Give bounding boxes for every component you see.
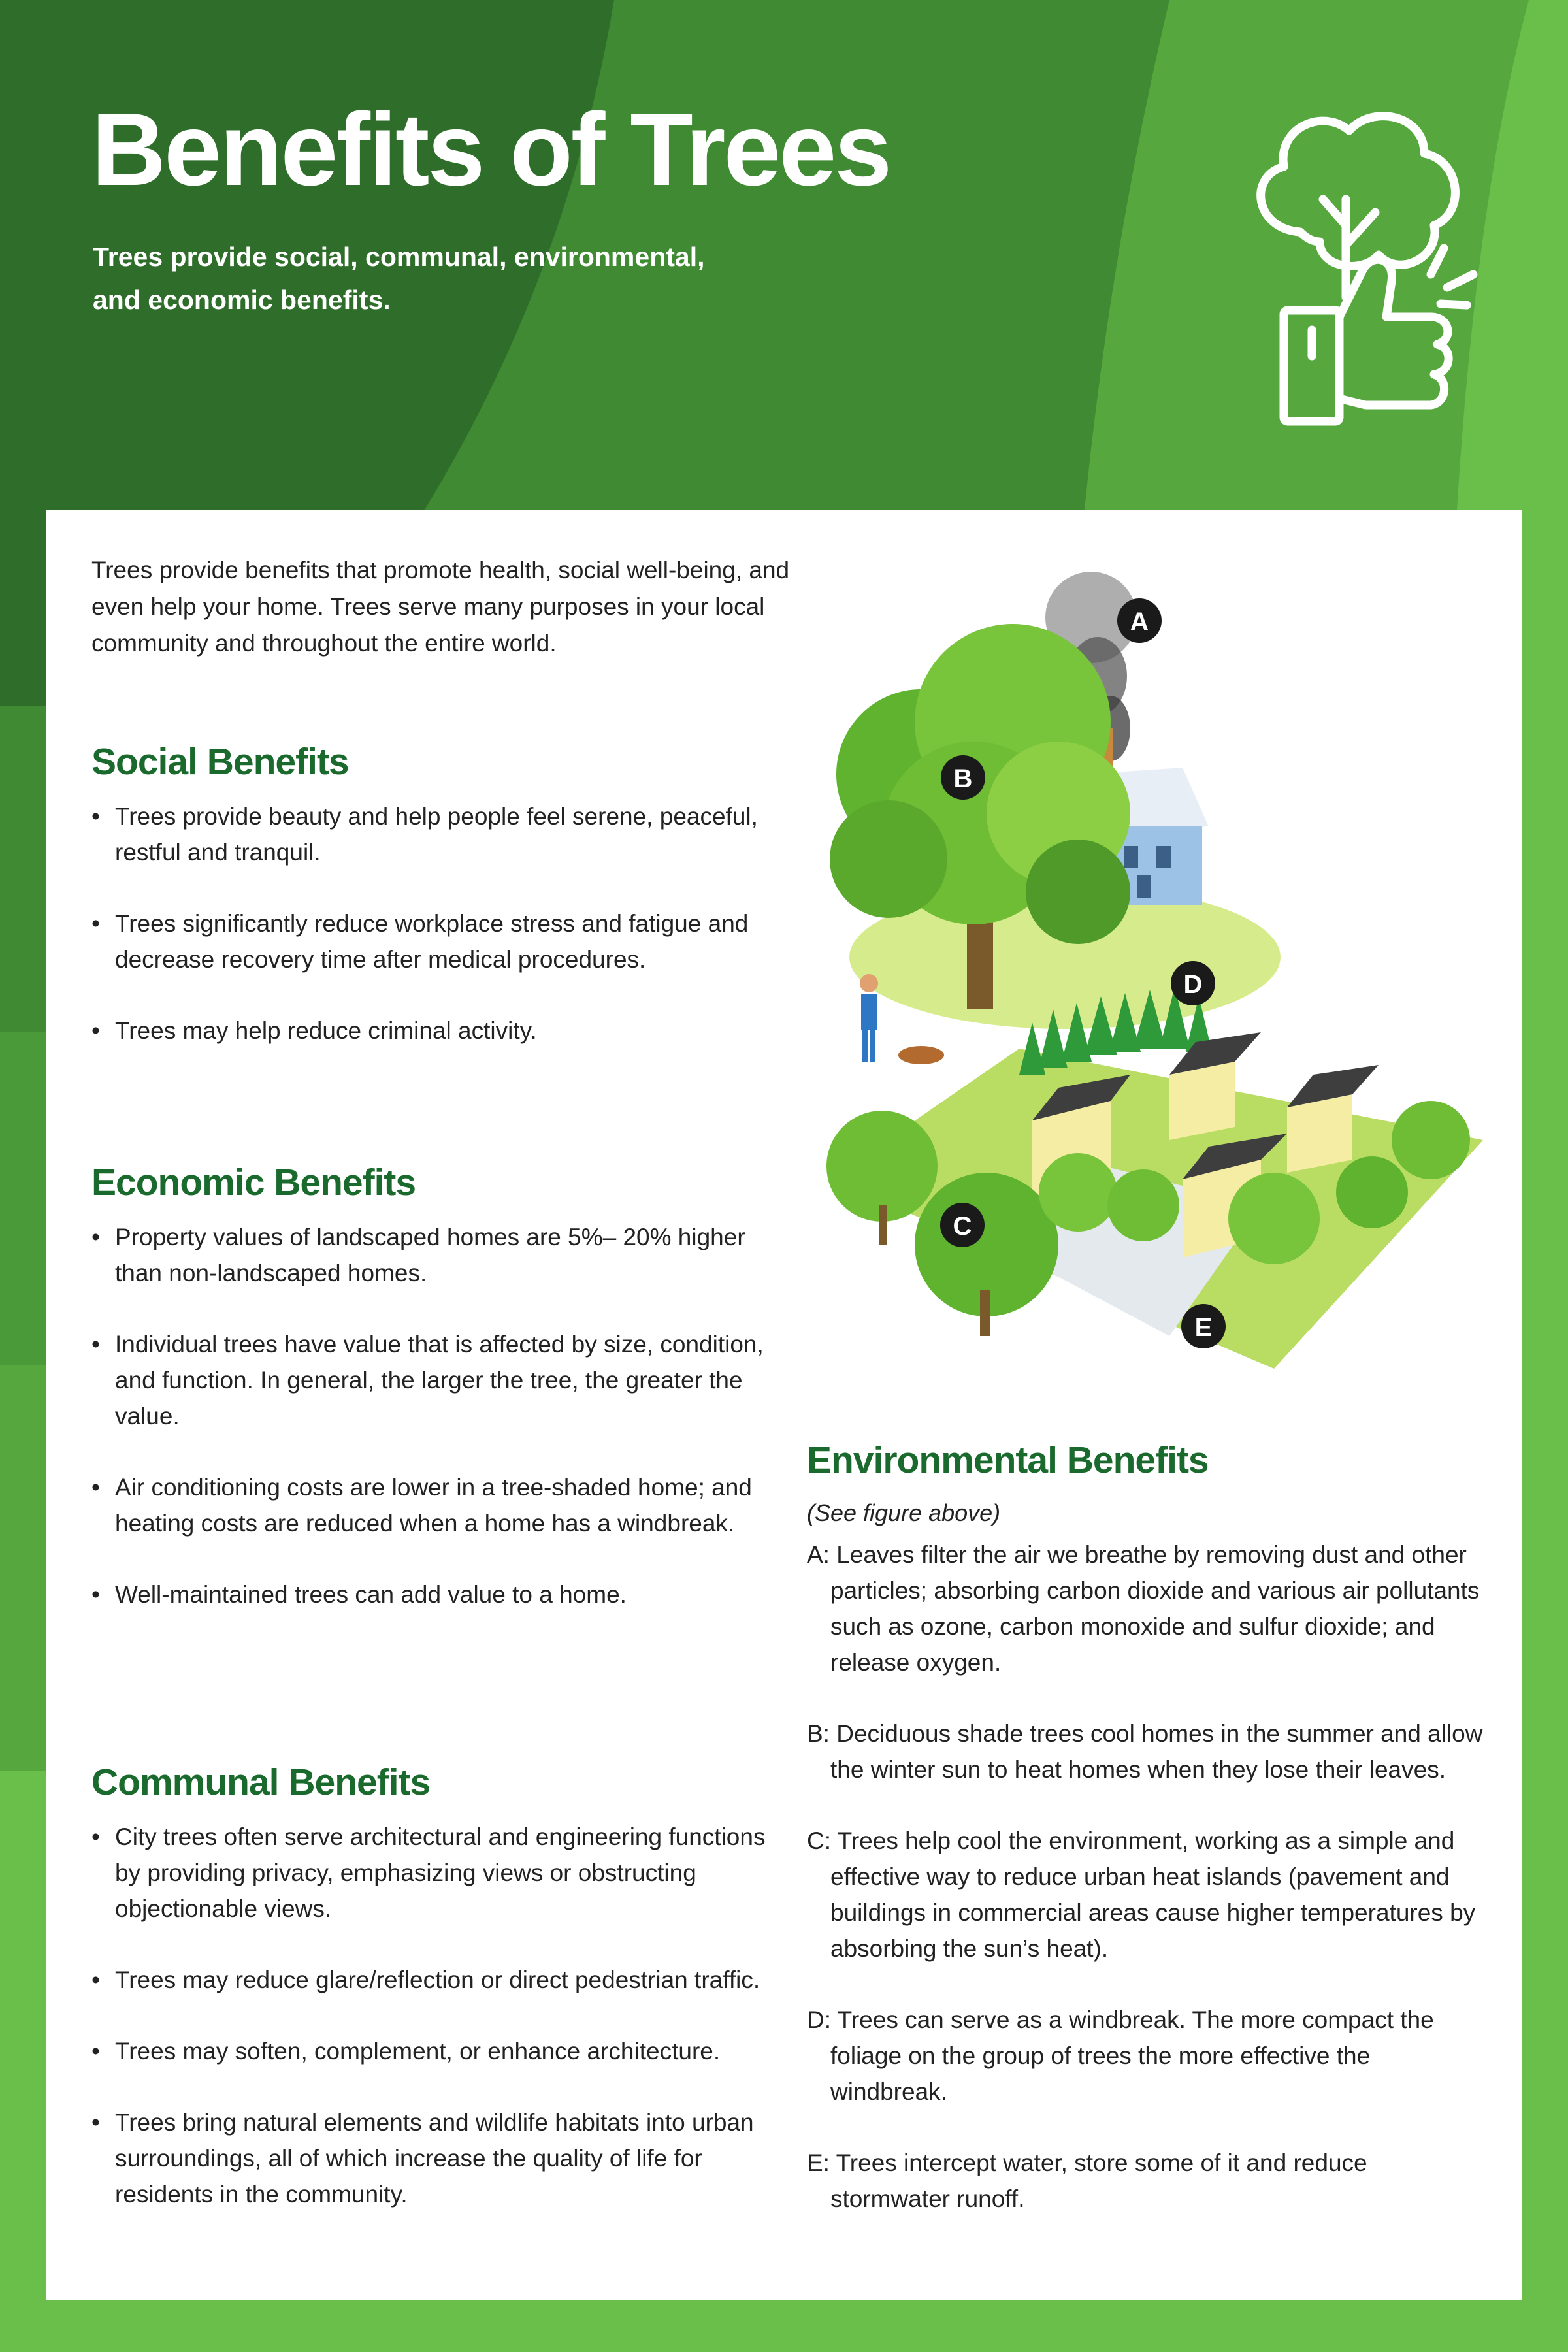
label-e-marker [1181, 1304, 1226, 1348]
social-benefits-list [91, 798, 797, 1084]
tree-thumbs-up-icon [1215, 101, 1490, 441]
tree-benefits-figure [804, 552, 1496, 1401]
label-b: B [953, 764, 973, 793]
list-item: E: Trees intercept water, store some of it and reduce stormwater runoff. [807, 2149, 1367, 2212]
environmental-benefits-list [807, 1537, 1486, 2252]
list-item: A: Leaves filter the air we breathe by removing dust and other particles; absorbing carbon dioxide and various air pollutants such as ozone, carbon monoxide and sulfur dioxide; and release oxygen. [807, 1541, 1480, 1676]
list-item: • Trees may soften, complement, or enhance architecture. [91, 2033, 797, 2069]
label-d-marker [1171, 961, 1215, 1005]
social-benefits-heading: Social Benefits [91, 741, 349, 783]
label-c: C [953, 1212, 972, 1241]
label-d: D [1183, 970, 1203, 999]
communal-benefits-heading: Communal Benefits [91, 1761, 431, 1803]
list-item: • Trees provide beauty and help people feel serene, peaceful, restful and tranquil. [91, 798, 797, 870]
label-a-marker [1117, 598, 1162, 643]
economic-benefits-list [91, 1219, 797, 1648]
economic-benefits-heading: Economic Benefits [91, 1162, 416, 1203]
list-item: • Trees may help reduce criminal activity. [91, 1013, 797, 1049]
list-item: • Individual trees have value that is affected by size, condition, and function. In general, the larger the tree, the greater the value. [91, 1326, 797, 1434]
list-item: • Trees bring natural elements and wildlife habitats into urban surroundings, all of which increase the quality of life for residents in the community. [91, 2104, 797, 2212]
label-b-marker [941, 755, 985, 800]
list-item: • Air conditioning costs are lower in a tree-shaded home; and heating costs are reduced when a home has a windbreak. [91, 1469, 797, 1541]
label-c-marker [940, 1203, 985, 1247]
subtitle-line-1: Trees provide social, communal, environmental, [93, 242, 705, 272]
page-subtitle [93, 235, 746, 321]
label-a: A [1130, 608, 1149, 636]
communal-benefits-list [91, 1819, 797, 2247]
list-item: D: Trees can serve as a windbreak. The more compact the foliage on the group of trees the more effective the windbreak. [807, 2006, 1434, 2105]
list-item: • Trees significantly reduce workplace stress and fatigue and decrease recovery time after medical procedures. [91, 906, 797, 977]
list-item: C: Trees help cool the environment, working as a simple and effective way to reduce urban heat islands (pavement and buildings in commercial areas cause higher temperatures by absorbing the sun’s heat). [807, 1827, 1476, 1962]
figure-note: (See figure above) [807, 1499, 1001, 1526]
label-e: E [1194, 1313, 1213, 1342]
intro-paragraph: Trees provide benefits that promote health, social well-being, and even help your home. Trees serve many purposes in your local community and throughout the entire world. [91, 557, 790, 657]
list-item: • Trees may reduce glare/reflection or direct pedestrian traffic. [91, 1962, 797, 1998]
list-item: • Property values of landscaped homes are 5%– 20% higher than non-landscaped homes. [91, 1219, 797, 1291]
subtitle-line-2: and economic benefits. [93, 285, 391, 315]
list-item: • City trees often serve architectural and engineering functions by providing privacy, emphasizing views or obstructing objectionable views. [91, 1819, 797, 1927]
environmental-benefits-heading: Environmental Benefits [807, 1439, 1209, 1481]
page-title: Benefits of Trees [91, 92, 890, 207]
list-item: B: Deciduous shade trees cool homes in the summer and allow the winter sun to heat homes when they lose their leaves. [807, 1720, 1483, 1783]
list-item: • Well-maintained trees can add value to a home. [91, 1576, 797, 1612]
